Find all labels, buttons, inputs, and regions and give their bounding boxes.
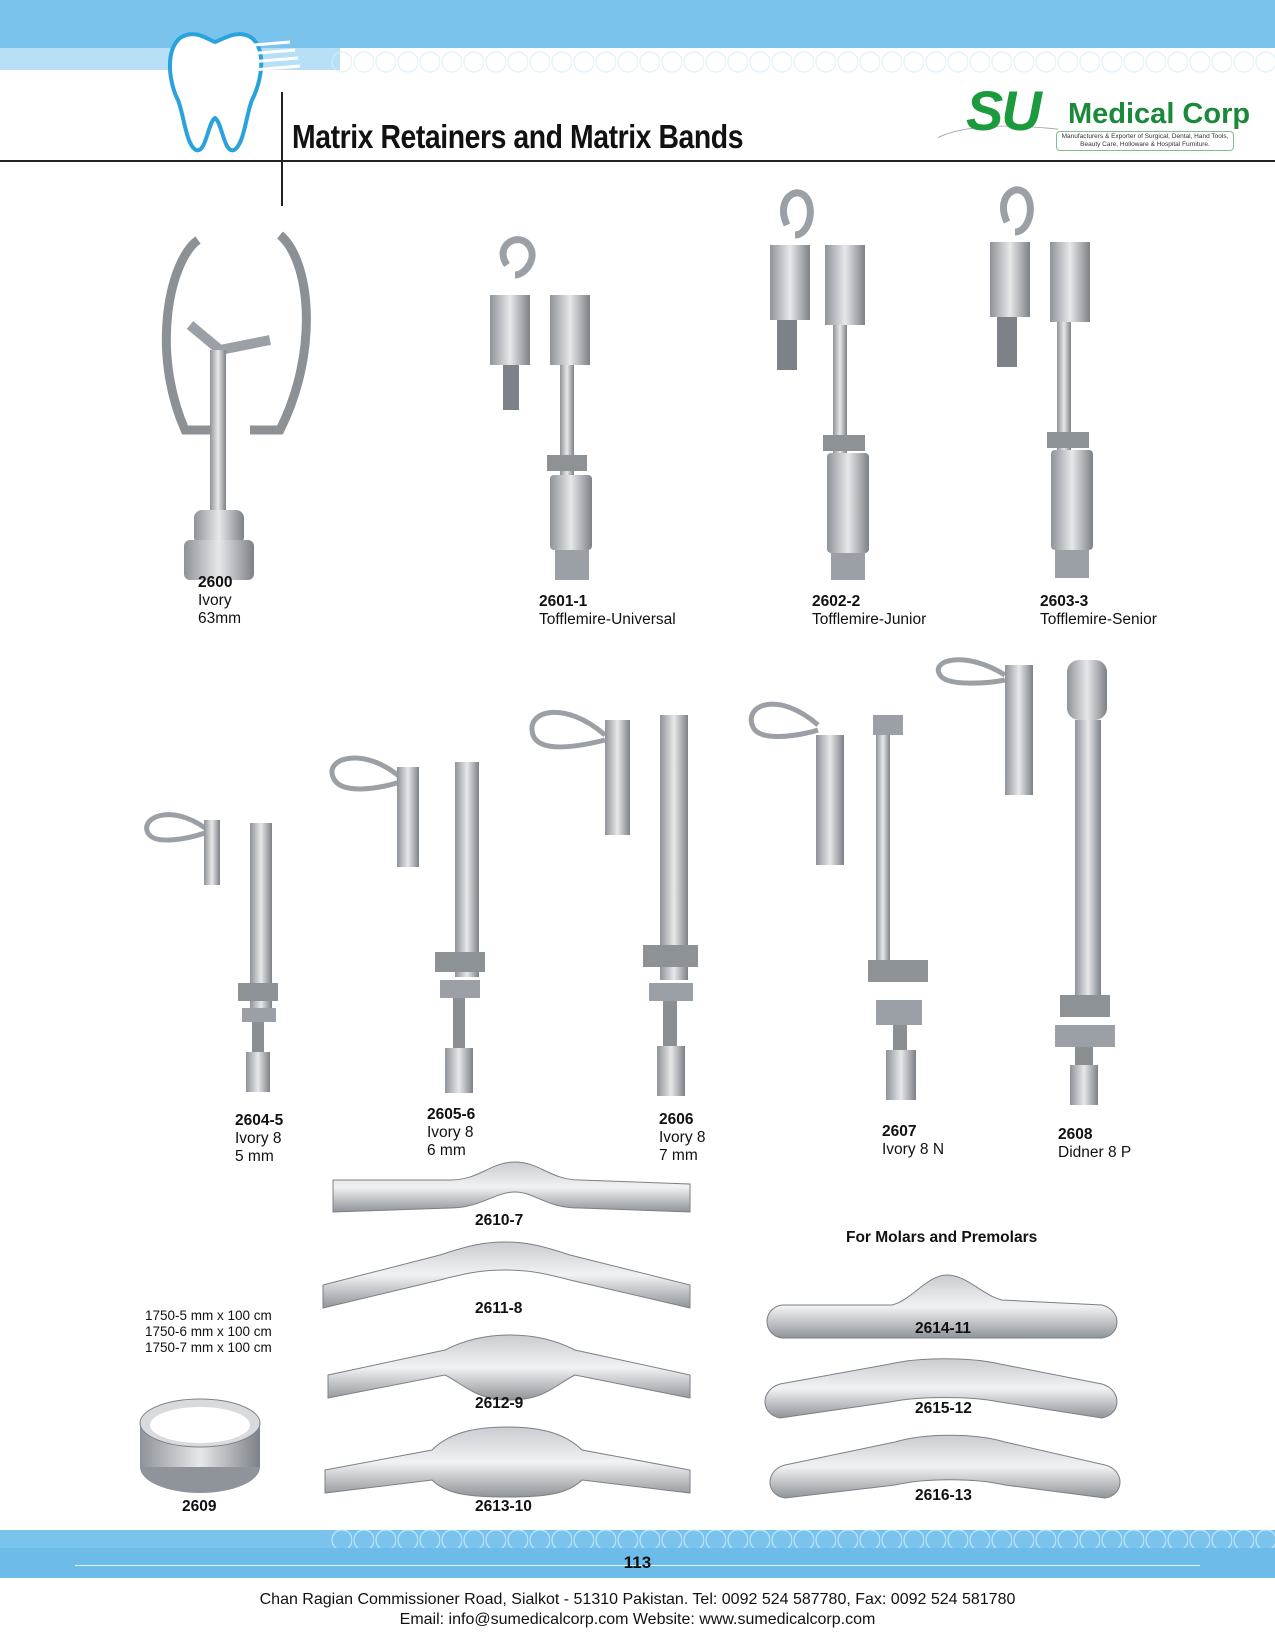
product-code: 2602-2 <box>812 593 861 610</box>
instrument-2603-3-image <box>985 182 1125 580</box>
product-name: Tofflemire-Junior <box>812 611 927 628</box>
product-code: 2606 <box>659 1111 694 1128</box>
band-code: 2615-12 <box>915 1400 972 1417</box>
roll-size: 1750-6 mm x 100 cm <box>145 1324 272 1339</box>
logo-su: SU <box>966 79 1040 142</box>
footer-address: Chan Ragian Commissioner Road, Sialkot - 51310 Pakistan. Tel: 0092 524 587780, Fax: 0092 524 581780 <box>259 1591 1016 1608</box>
band-2616-13-label <box>915 1487 972 1505</box>
band-code: 2610-7 <box>475 1212 524 1229</box>
molars-heading <box>846 1229 1037 1247</box>
product-size: 5 mm <box>235 1148 274 1165</box>
top-band-pattern <box>330 50 1275 74</box>
page-title: Matrix Retainers and Matrix Bands <box>292 118 744 155</box>
logo-tagline <box>1056 131 1234 151</box>
band-code: 2614-11 <box>915 1320 972 1337</box>
roll-size: 1750-5 mm x 100 cm <box>145 1308 272 1323</box>
instrument-2607-image <box>748 695 938 1105</box>
roll-sizes <box>145 1308 272 1356</box>
product-2603-3-label <box>1040 593 1157 629</box>
header-divider <box>281 92 283 206</box>
footer-contact <box>0 1590 1275 1630</box>
band-code: 2612-9 <box>475 1395 524 1412</box>
product-code: 2603-3 <box>1040 593 1089 610</box>
product-2600-label <box>198 574 241 628</box>
band-roll-2609-label <box>182 1498 216 1516</box>
band-roll-2609-image <box>135 1395 265 1500</box>
band-2613-10-image <box>322 1425 695 1500</box>
tooth-icon <box>160 30 270 160</box>
logo-tagline-line-1: Manufacturers & Exporter of Surgical, Dental, Hand Tools, <box>1061 133 1229 140</box>
product-name: Ivory 8 <box>427 1124 474 1141</box>
product-2607-label <box>882 1123 944 1159</box>
footer-email-website: Email: info@sumedicalcorp.com Website: www.sumedicalcorp.com <box>399 1611 876 1628</box>
band-2615-12-label <box>915 1400 972 1418</box>
product-code: 2605-6 <box>427 1106 476 1123</box>
product-name: Ivory 8 <box>659 1129 706 1146</box>
product-name: Didner 8 P <box>1058 1144 1132 1161</box>
page-number: 113 <box>623 1553 652 1572</box>
product-name: Tofflemire-Senior <box>1040 611 1157 628</box>
logo-tagline-line-2: Beauty Care, Holloware & Hospital Furniture. <box>1080 141 1210 148</box>
product-size: 7 mm <box>659 1147 698 1164</box>
band-2610-7-label <box>475 1212 523 1230</box>
product-name: Ivory 8 N <box>882 1141 945 1158</box>
product-name: Ivory <box>198 592 232 609</box>
molars-heading-text: For Molars and Premolars <box>846 1229 1038 1246</box>
product-size: 6 mm <box>427 1142 466 1159</box>
product-2601-1-label <box>539 593 676 629</box>
band-2614-11-label <box>915 1320 971 1338</box>
product-code: 2601-1 <box>539 593 588 610</box>
instrument-2604-5-image <box>140 808 290 1098</box>
instrument-2608-image <box>935 655 1125 1105</box>
product-2606-label <box>659 1111 706 1165</box>
band-2612-9-image <box>325 1330 695 1405</box>
logo-company-name: Medical Corp <box>1068 98 1251 130</box>
roll-size: 1750-7 mm x 100 cm <box>145 1340 272 1355</box>
instrument-2602-2-image <box>765 185 905 580</box>
product-code: 2607 <box>882 1123 917 1140</box>
band-code: 2613-10 <box>475 1498 532 1515</box>
product-code: 2608 <box>1058 1126 1093 1143</box>
band-code: 2616-13 <box>915 1487 972 1504</box>
band-2612-9-label <box>475 1395 523 1413</box>
product-size: 63mm <box>198 610 242 627</box>
product-2608-label <box>1058 1126 1131 1162</box>
instrument-2600-image <box>140 230 330 580</box>
band-2613-10-label <box>475 1498 532 1516</box>
header-rule <box>0 160 1275 162</box>
band-2611-8-label <box>475 1300 522 1318</box>
product-2604-5-label <box>235 1112 283 1166</box>
band-code: 2609 <box>182 1498 217 1515</box>
product-name: Tofflemire-Universal <box>539 611 676 628</box>
instrument-2601-1-image <box>485 235 625 580</box>
instrument-2606-image <box>525 705 715 1100</box>
product-2602-2-label <box>812 593 926 629</box>
instrument-2605-6-image <box>325 752 495 1102</box>
product-code: 2600 <box>198 574 233 591</box>
product-2605-6-label <box>427 1106 475 1160</box>
band-code: 2611-8 <box>475 1300 523 1317</box>
band-2610-7-image <box>330 1160 695 1220</box>
product-code: 2604-5 <box>235 1112 284 1129</box>
product-name: Ivory 8 <box>235 1130 282 1147</box>
